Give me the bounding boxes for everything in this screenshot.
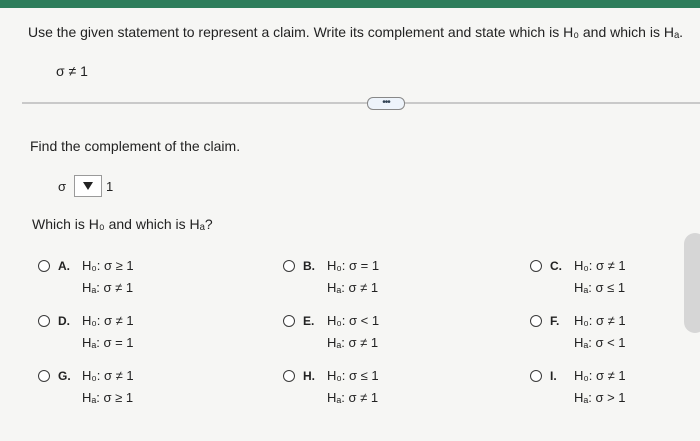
alt-hypothesis: Hₐ: σ > 1	[574, 390, 626, 405]
top-accent-bar	[0, 0, 700, 8]
alt-hypothesis: Hₐ: σ ≠ 1	[327, 335, 379, 350]
radio-button[interactable]	[530, 260, 542, 272]
relation-dropdown[interactable]	[74, 175, 102, 197]
alt-hypothesis: Hₐ: σ ≠ 1	[82, 280, 134, 295]
find-complement-prompt: Find the complement of the claim.	[30, 138, 241, 154]
option-letter: C.	[550, 259, 562, 273]
radio-button[interactable]	[283, 260, 295, 272]
option-letter: G.	[58, 369, 71, 383]
dropdown-arrow-icon	[83, 182, 93, 190]
question-text: Use the given statement to represent a claim. Write its complement and state which is H₀ and which is Hₐ.	[28, 24, 684, 40]
section-divider	[22, 102, 700, 104]
radio-button[interactable]	[530, 315, 542, 327]
option-letter: F.	[550, 314, 560, 328]
radio-button[interactable]	[38, 315, 50, 327]
alt-hypothesis: Hₐ: σ = 1	[82, 335, 134, 350]
which-hypothesis-prompt: Which is H₀ and which is Hₐ?	[32, 216, 213, 232]
radio-button[interactable]	[38, 260, 50, 272]
scrollbar-thumb[interactable]	[684, 233, 700, 333]
complement-value: 1	[106, 178, 114, 194]
option-letter: D.	[58, 314, 70, 328]
claim-statement: σ ≠ 1	[56, 63, 88, 79]
option-letter: E.	[303, 314, 315, 328]
question-page	[0, 8, 700, 441]
alt-hypothesis: Hₐ: σ < 1	[574, 335, 626, 350]
null-hypothesis: H₀: σ ≥ 1	[82, 258, 134, 273]
null-hypothesis: H₀: σ ≤ 1	[327, 368, 379, 383]
complement-row	[58, 175, 113, 197]
option-letter: H.	[303, 369, 315, 383]
alt-hypothesis: Hₐ: σ ≠ 1	[327, 390, 379, 405]
expand-more-button[interactable]: •••	[367, 97, 405, 110]
null-hypothesis: H₀: σ ≠ 1	[82, 313, 134, 328]
alt-hypothesis: Hₐ: σ ≤ 1	[574, 280, 626, 295]
alt-hypothesis: Hₐ: σ ≠ 1	[327, 280, 379, 295]
null-hypothesis: H₀: σ ≠ 1	[82, 368, 134, 383]
null-hypothesis: H₀: σ ≠ 1	[574, 258, 626, 273]
sigma-symbol: σ	[58, 178, 67, 194]
null-hypothesis: H₀: σ ≠ 1	[574, 313, 626, 328]
option-letter: A.	[58, 259, 70, 273]
alt-hypothesis: Hₐ: σ ≥ 1	[82, 390, 134, 405]
option-letter: I.	[550, 369, 557, 383]
radio-button[interactable]	[283, 315, 295, 327]
option-letter: B.	[303, 259, 315, 273]
radio-button[interactable]	[530, 370, 542, 382]
null-hypothesis: H₀: σ ≠ 1	[574, 368, 626, 383]
radio-button[interactable]	[283, 370, 295, 382]
null-hypothesis: H₀: σ < 1	[327, 313, 380, 328]
radio-button[interactable]	[38, 370, 50, 382]
null-hypothesis: H₀: σ = 1	[327, 258, 380, 273]
